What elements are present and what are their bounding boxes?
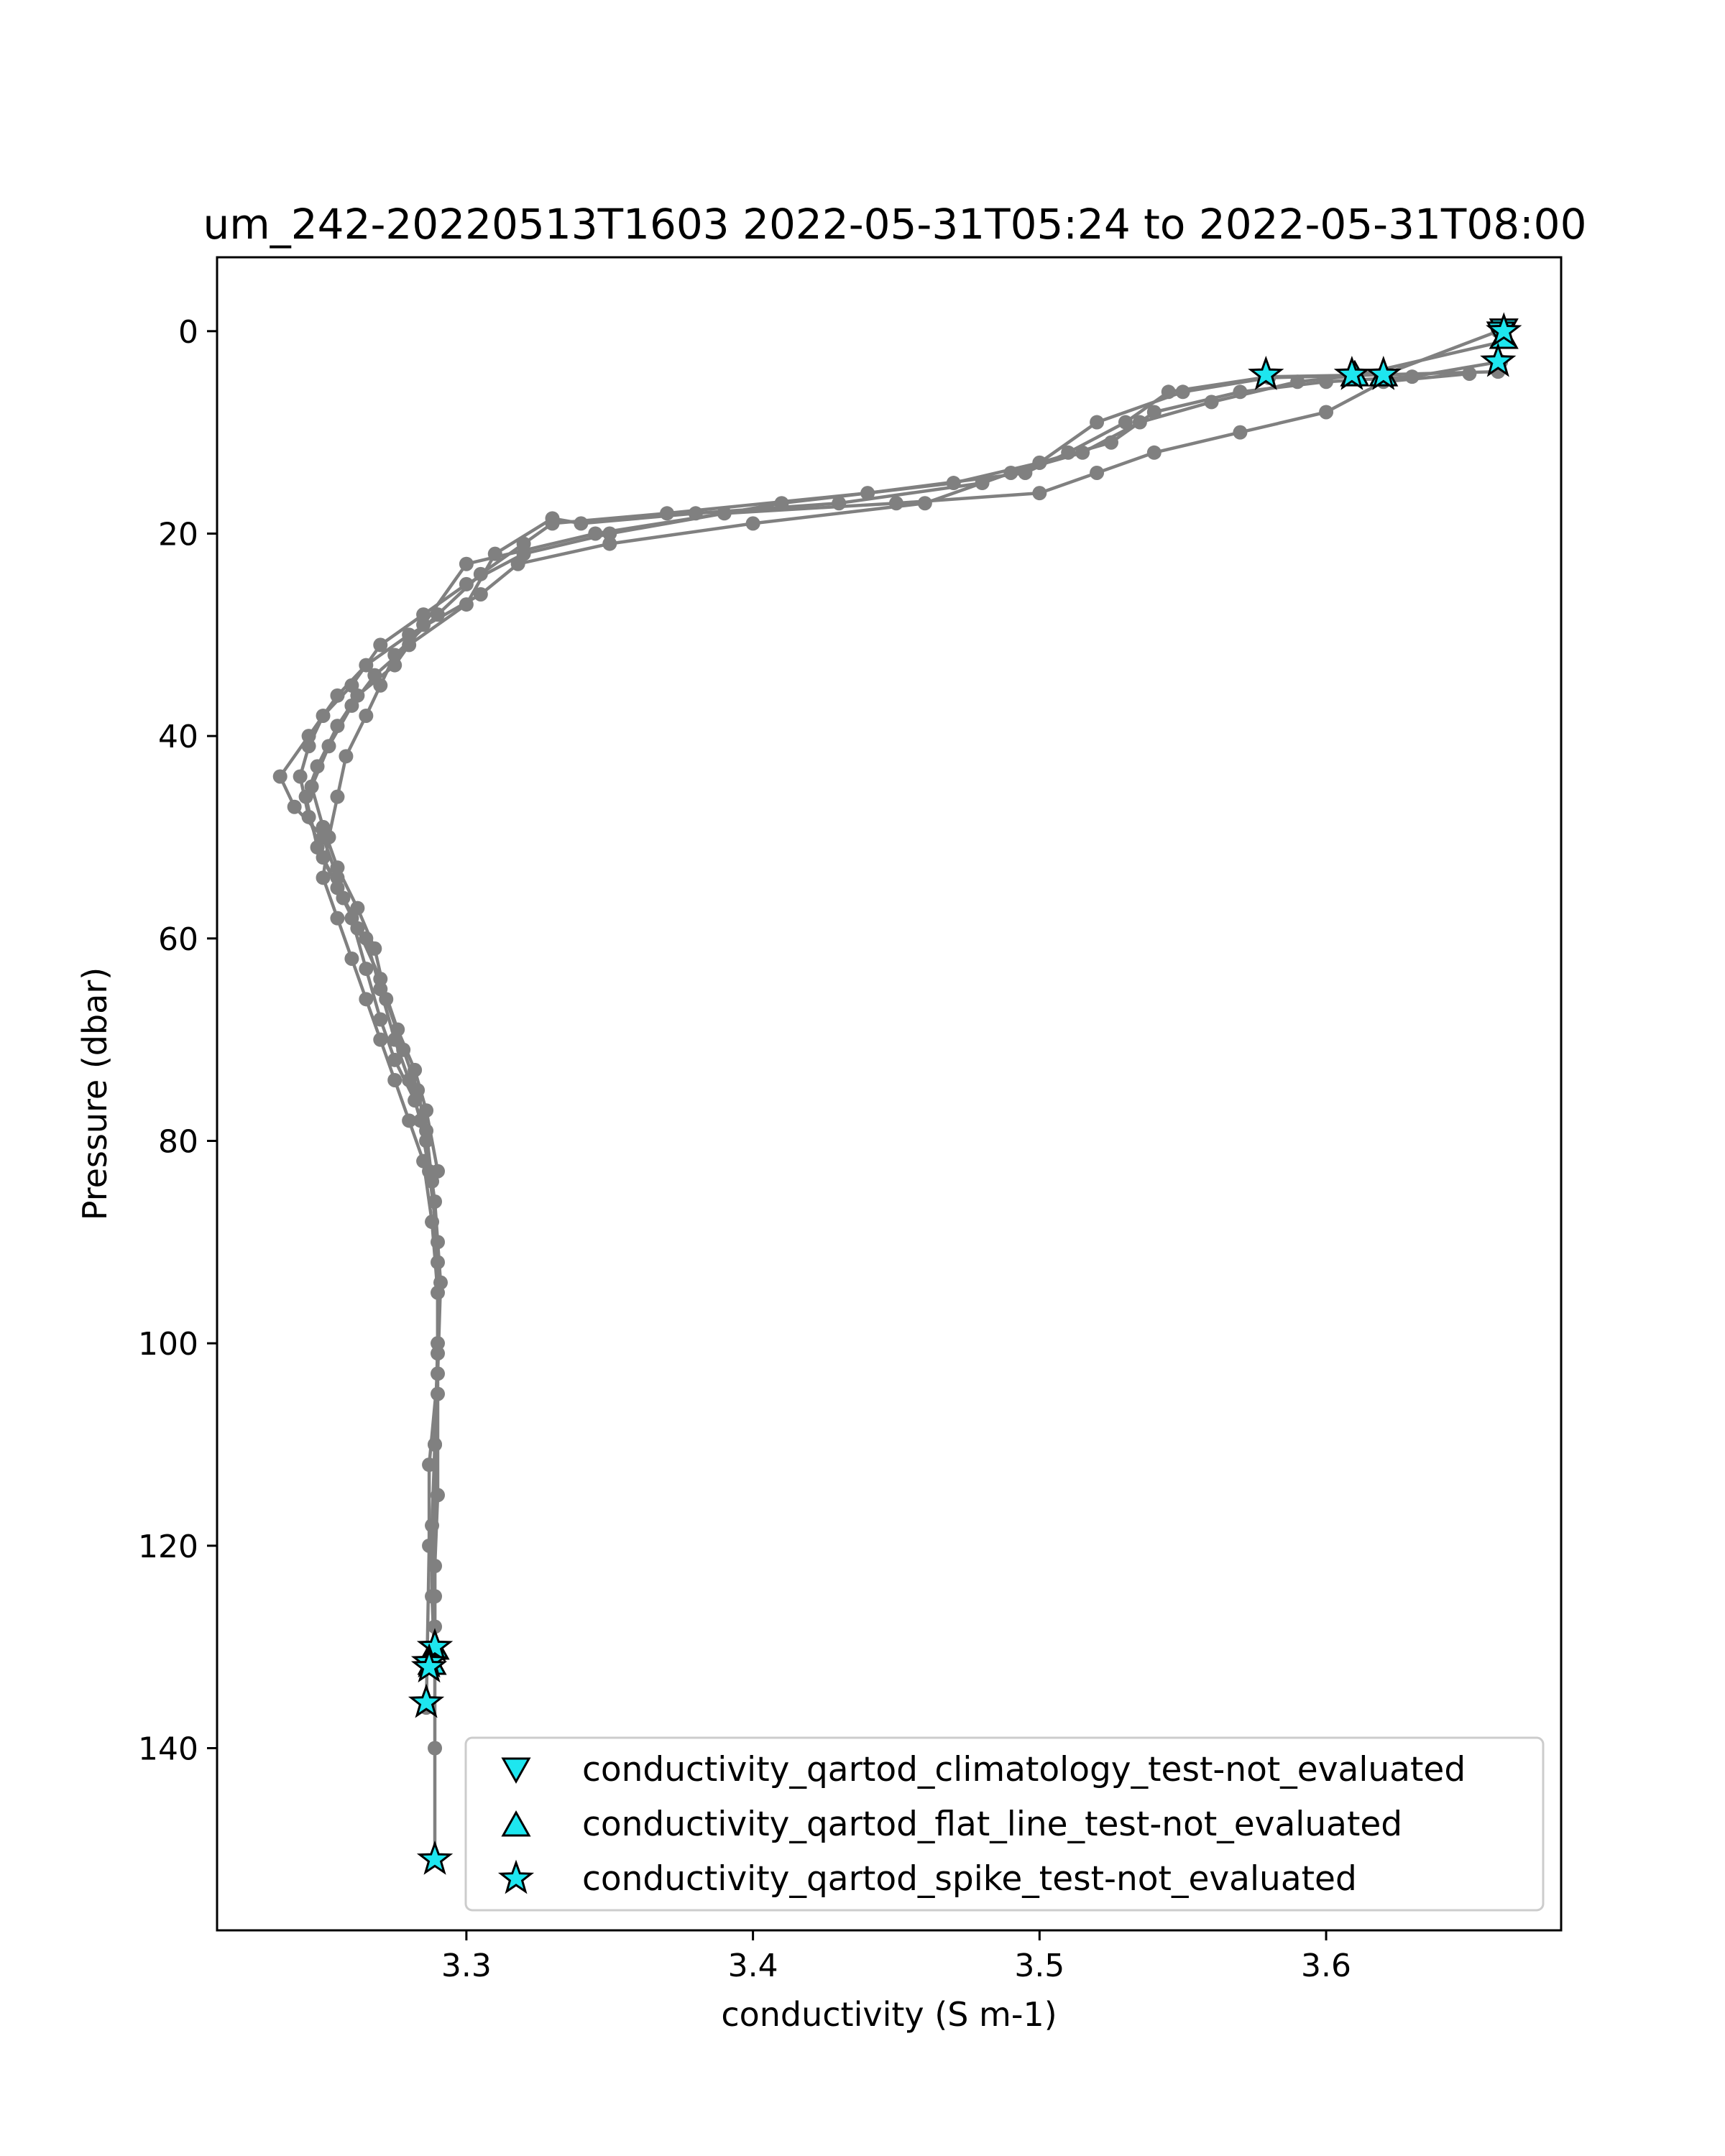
y-tick-label: 40 bbox=[158, 719, 198, 756]
data-point bbox=[396, 1043, 410, 1057]
legend-label-flat-line: conductivity_qartod_flat_line_test-not_evaluated bbox=[582, 1805, 1403, 1844]
data-point bbox=[1462, 367, 1476, 381]
x-tick-label: 3.3 bbox=[441, 1948, 492, 1984]
y-axis bbox=[138, 314, 217, 1768]
profile-line-4 bbox=[312, 372, 1499, 1859]
data-point bbox=[433, 1276, 448, 1290]
data-point bbox=[1032, 486, 1046, 500]
data-point bbox=[379, 992, 393, 1006]
data-point bbox=[1233, 384, 1247, 399]
data-point bbox=[1319, 405, 1333, 419]
data-point bbox=[918, 496, 932, 510]
data-point bbox=[1090, 466, 1104, 480]
data-point bbox=[330, 790, 344, 804]
data-point bbox=[350, 921, 364, 936]
y-tick-label: 120 bbox=[138, 1528, 198, 1565]
data-point bbox=[474, 587, 488, 602]
data-point bbox=[416, 617, 431, 632]
data-point bbox=[316, 709, 331, 723]
data-point bbox=[359, 962, 373, 976]
legend-label-spike: conductivity_qartod_spike_test-not_evaluated bbox=[582, 1859, 1357, 1899]
data-point bbox=[474, 567, 488, 581]
data-point bbox=[428, 1741, 442, 1755]
data-point bbox=[367, 941, 382, 956]
data-point bbox=[588, 526, 602, 540]
data-point bbox=[832, 496, 846, 510]
data-point bbox=[293, 769, 308, 783]
data-point bbox=[511, 557, 525, 571]
data-point bbox=[330, 719, 344, 733]
data-point bbox=[330, 880, 344, 895]
data-point bbox=[431, 1235, 445, 1249]
data-point bbox=[428, 1437, 442, 1452]
qartod-flag-markers bbox=[411, 315, 1519, 1872]
x-tick-label: 3.5 bbox=[1014, 1948, 1065, 1984]
data-point bbox=[1003, 466, 1018, 480]
data-point bbox=[602, 537, 617, 551]
data-point bbox=[889, 496, 903, 510]
data-point bbox=[373, 1033, 387, 1047]
data-point bbox=[431, 1346, 445, 1360]
data-point bbox=[350, 688, 364, 703]
data-point bbox=[1061, 446, 1075, 460]
data-point bbox=[425, 1519, 439, 1533]
data-point bbox=[1319, 374, 1333, 389]
data-point bbox=[546, 511, 560, 525]
data-point bbox=[288, 800, 302, 814]
data-point bbox=[339, 749, 353, 763]
data-point bbox=[422, 1539, 436, 1553]
data-point bbox=[302, 729, 316, 743]
data-point bbox=[774, 496, 788, 510]
data-point bbox=[1233, 425, 1247, 440]
data-point bbox=[1176, 384, 1190, 399]
data-point bbox=[273, 769, 288, 783]
data-point bbox=[373, 1012, 387, 1026]
data-point bbox=[1205, 395, 1219, 409]
chart-title: um_242-20220513T1603 2022-05-31T05:24 to 2022-05-31T08:00 bbox=[203, 200, 1587, 249]
y-axis-label: Pressure (dbar) bbox=[75, 967, 114, 1221]
data-point bbox=[428, 1559, 442, 1573]
data-point bbox=[574, 516, 588, 530]
profile-line-2 bbox=[300, 361, 1501, 1667]
data-point bbox=[1162, 384, 1176, 399]
data-point bbox=[459, 577, 474, 591]
data-point bbox=[373, 637, 387, 652]
data-point bbox=[425, 1215, 439, 1229]
data-point bbox=[1147, 405, 1162, 419]
data-point bbox=[373, 972, 387, 986]
data-point bbox=[419, 1123, 433, 1138]
x-axis-label: conductivity (S m-1) bbox=[721, 1995, 1057, 2034]
data-point bbox=[390, 1023, 405, 1037]
data-point bbox=[431, 1488, 445, 1502]
y-tick-label: 0 bbox=[178, 313, 198, 351]
data-point bbox=[1075, 446, 1090, 460]
data-point bbox=[860, 486, 875, 500]
data-point bbox=[310, 759, 325, 773]
data-point bbox=[488, 547, 502, 561]
data-point bbox=[660, 506, 674, 520]
data-point bbox=[422, 1457, 436, 1472]
data-point bbox=[1018, 466, 1032, 480]
data-point bbox=[431, 1255, 445, 1269]
data-point bbox=[330, 688, 344, 703]
x-tick-label: 3.6 bbox=[1301, 1948, 1352, 1984]
y-tick-label: 60 bbox=[158, 921, 198, 958]
data-point bbox=[367, 668, 382, 683]
data-point bbox=[428, 1589, 442, 1603]
data-point bbox=[402, 637, 416, 652]
data-point bbox=[344, 952, 359, 966]
data-point bbox=[359, 992, 373, 1006]
data-point bbox=[431, 1366, 445, 1381]
data-point bbox=[975, 476, 990, 490]
data-point bbox=[1133, 415, 1147, 430]
data-point bbox=[1147, 446, 1162, 460]
legend bbox=[466, 1738, 1543, 1910]
data-point bbox=[1118, 415, 1133, 430]
data-point bbox=[410, 1083, 425, 1097]
data-point bbox=[310, 840, 325, 854]
data-point bbox=[1405, 369, 1420, 384]
profile-points bbox=[273, 324, 1512, 1867]
x-axis bbox=[441, 1930, 1351, 1984]
data-point bbox=[689, 506, 703, 520]
data-point bbox=[359, 709, 373, 723]
data-point bbox=[947, 476, 961, 490]
data-point bbox=[428, 1194, 442, 1209]
data-point bbox=[387, 658, 402, 673]
y-tick-label: 140 bbox=[138, 1731, 198, 1768]
profile-line-5 bbox=[306, 374, 1470, 1171]
flag-marker-star bbox=[420, 1843, 450, 1872]
data-point bbox=[717, 506, 732, 520]
data-point bbox=[350, 901, 364, 916]
y-tick-label: 20 bbox=[158, 516, 198, 553]
y-tick-label: 100 bbox=[138, 1326, 198, 1363]
legend-label-climatology: conductivity_qartod_climatology_test-not_evaluated bbox=[582, 1750, 1466, 1789]
data-point bbox=[419, 1103, 433, 1118]
data-point bbox=[330, 911, 344, 926]
data-point bbox=[1290, 374, 1305, 389]
data-point bbox=[431, 607, 445, 622]
data-point bbox=[302, 810, 316, 824]
data-point bbox=[459, 597, 474, 612]
profile-line-3 bbox=[280, 341, 1504, 1708]
data-point bbox=[330, 860, 344, 875]
data-point bbox=[431, 1164, 445, 1179]
data-point bbox=[299, 790, 313, 804]
data-point bbox=[1032, 456, 1046, 470]
data-point bbox=[431, 1387, 445, 1401]
data-point bbox=[387, 1073, 402, 1087]
data-point bbox=[459, 557, 474, 571]
x-tick-label: 3.4 bbox=[727, 1948, 778, 1984]
data-point bbox=[1090, 415, 1104, 430]
data-point bbox=[1104, 436, 1118, 450]
y-tick-label: 80 bbox=[158, 1123, 198, 1161]
data-point bbox=[746, 516, 760, 530]
profile-line-1 bbox=[323, 331, 1499, 1657]
data-point bbox=[316, 870, 331, 885]
data-point bbox=[408, 1063, 422, 1077]
data-point bbox=[322, 739, 336, 753]
data-point bbox=[316, 820, 331, 834]
